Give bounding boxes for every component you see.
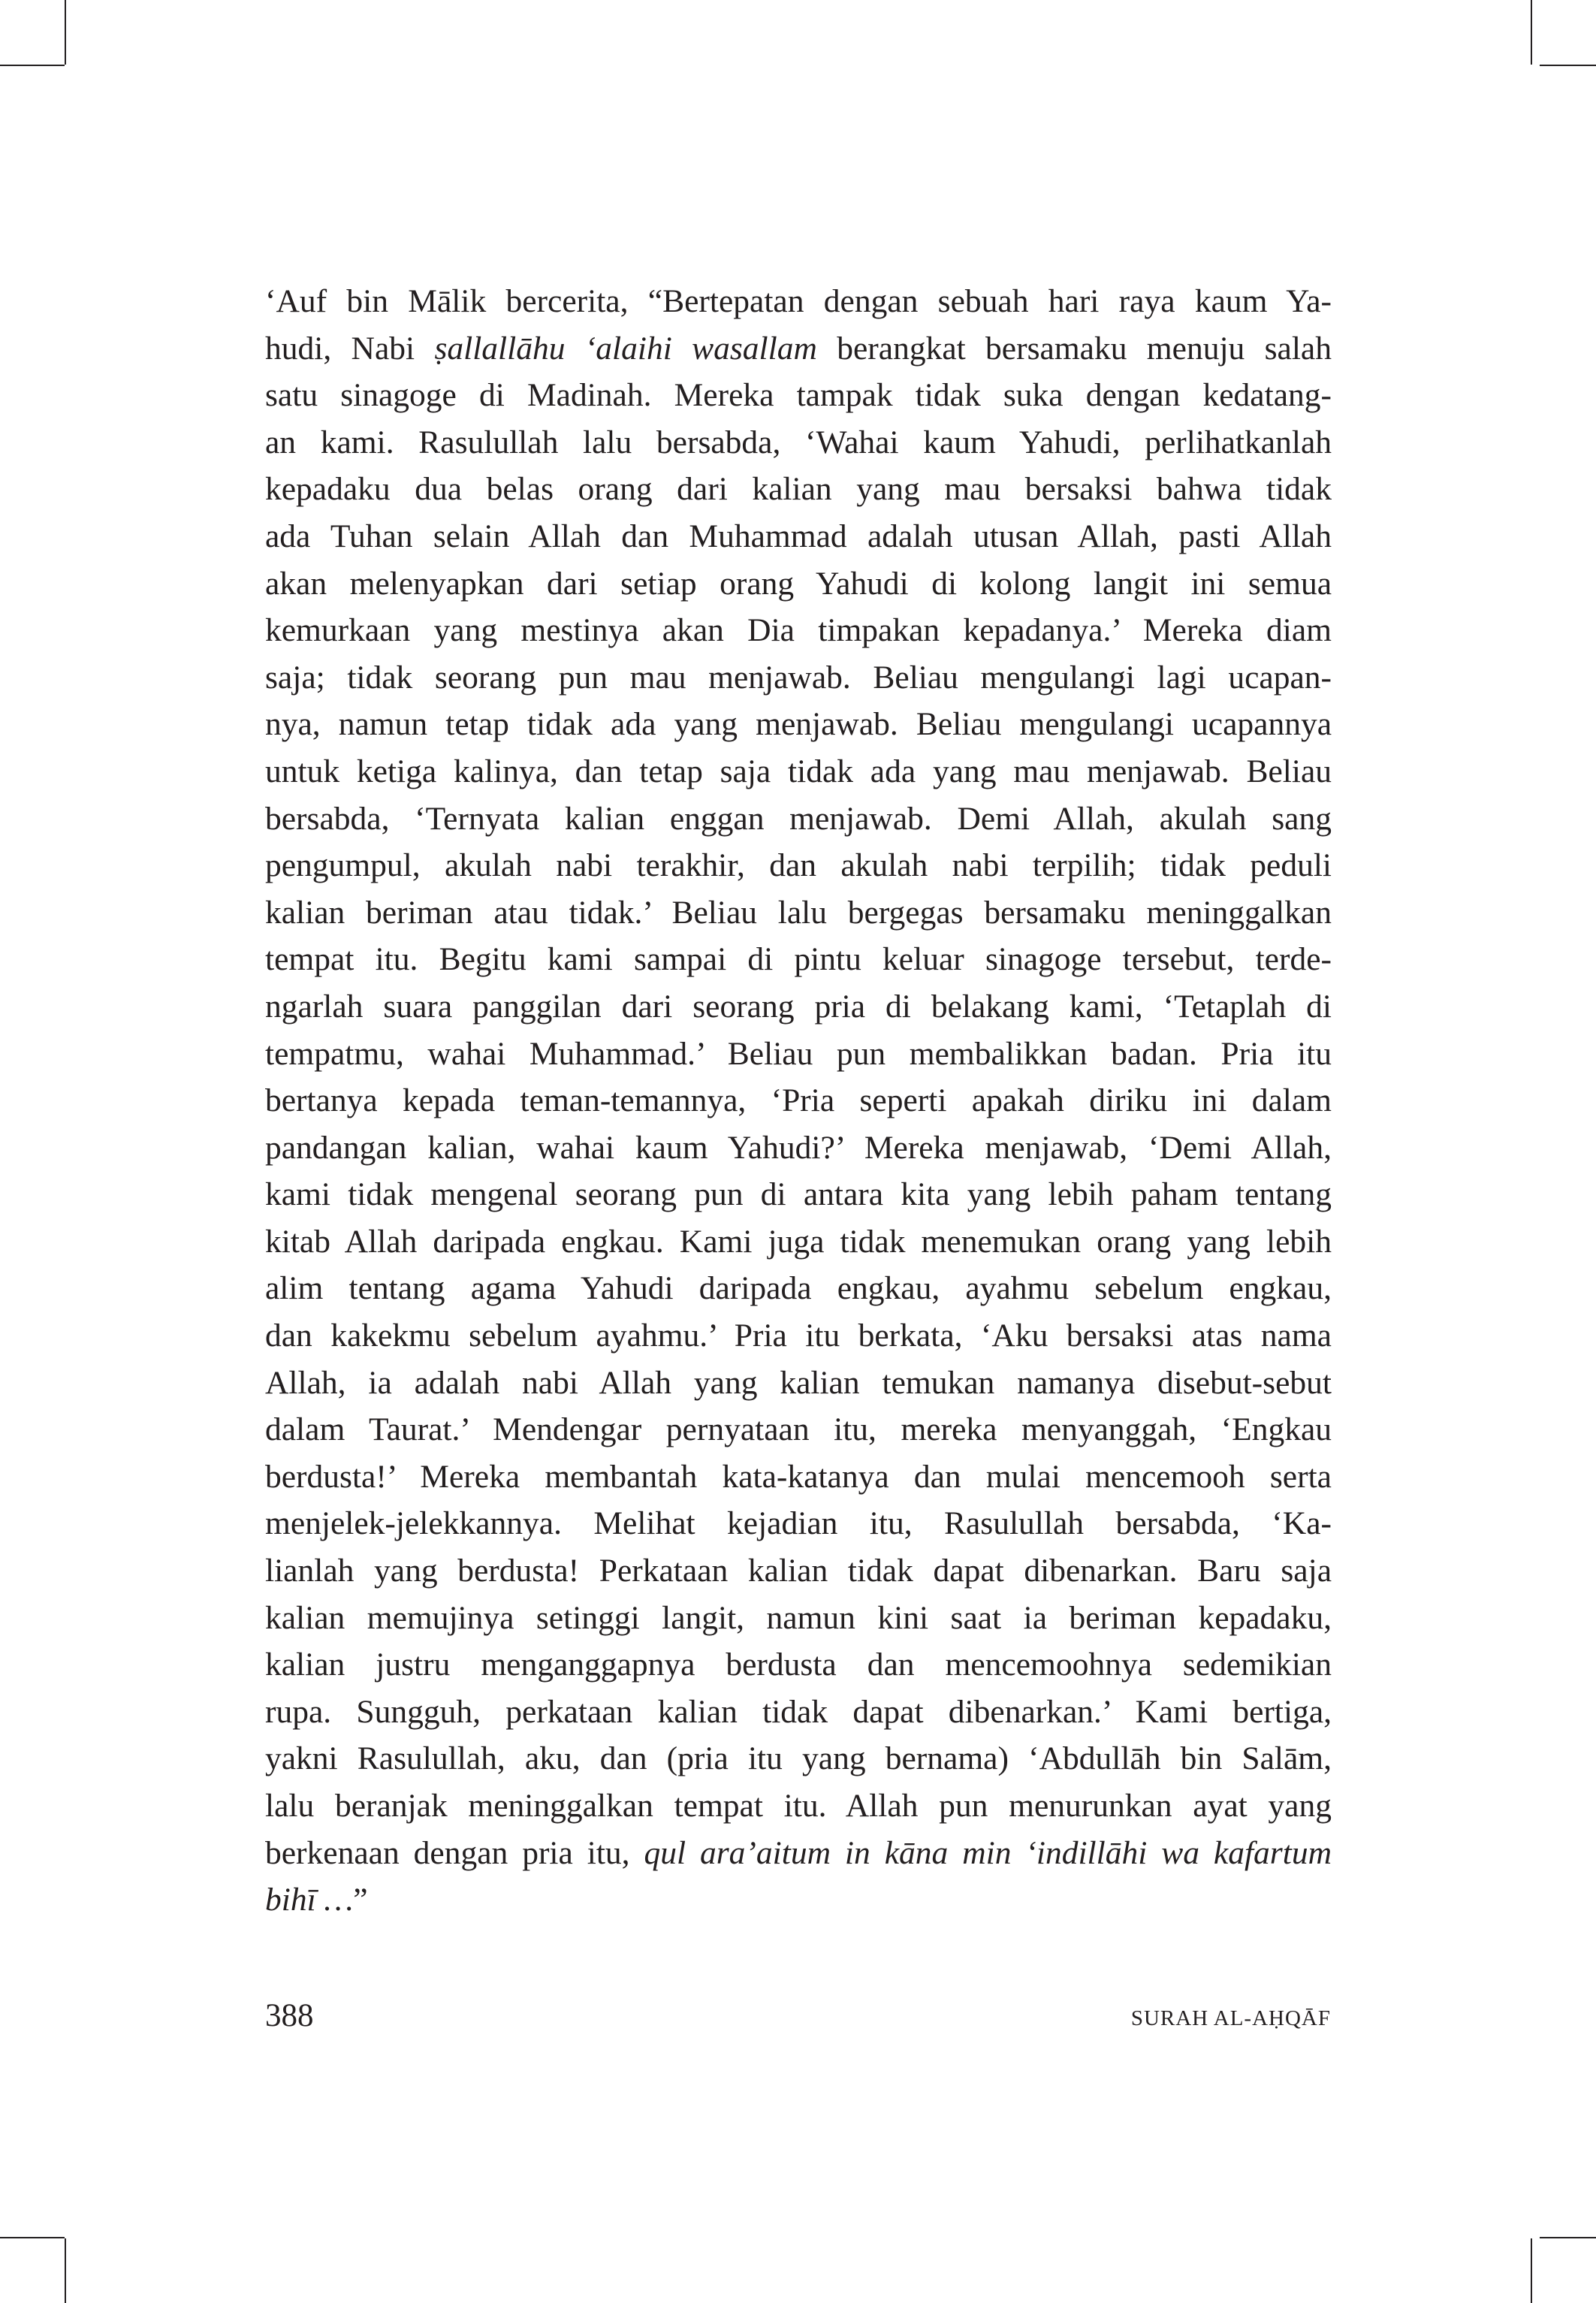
text-line	[265, 1312, 1332, 1360]
text-line	[265, 795, 1332, 843]
text-line	[265, 889, 1332, 937]
text-run: tempatmu, wahai Muhammad.’ Beliau pun membalikkan badan. Pria itu	[265, 1035, 1332, 1072]
text-line	[265, 325, 1332, 373]
text-run: untuk ketiga kalinya, dan tetap saja tidak ada yang mau menjawab. Beliau	[265, 753, 1332, 789]
text-line	[265, 1031, 1332, 1078]
text-line	[265, 1735, 1332, 1782]
text-run: nya, namun tetap tidak ada yang menjawab. Beliau mengulangi ucapannya	[265, 706, 1332, 743]
italic-text: ṣallallāhu ‘alaihi wasallam	[434, 330, 817, 367]
text-run: akan melenyapkan dari setiap orang Yahudi di kolong langit ini semua	[265, 565, 1332, 602]
body-paragraph	[265, 278, 1332, 1924]
text-line	[265, 607, 1332, 654]
text-line	[265, 513, 1332, 560]
text-line	[265, 1218, 1332, 1266]
text-line	[265, 560, 1332, 608]
text-line	[265, 1265, 1332, 1312]
text-line	[265, 1876, 1332, 1924]
text-line	[265, 1547, 1332, 1595]
text-run: yakni Rasulullah, aku, dan (pria itu yang bernama) ‘Abdullāh bin Salām,	[265, 1740, 1332, 1777]
crop-mark-bottom-left-horizontal	[0, 2237, 65, 2238]
crop-mark-top-left-vertical	[65, 0, 66, 65]
crop-mark-bottom-right-horizontal	[1540, 2237, 1596, 2238]
italic-text: qul ara’aitum in kāna min ‘indillāhi wa kafartum	[644, 1834, 1332, 1871]
text-line	[265, 1782, 1332, 1830]
text-run: lalu beranjak meninggalkan tempat itu. Allah pun menurunkan ayat yang	[265, 1788, 1332, 1824]
text-run: kami tidak mengenal seorang pun di antara kita yang lebih paham tentang	[265, 1176, 1332, 1213]
text-run: kemurkaan yang mestinya akan Dia timpakan kepadanya.’ Mereka diam	[265, 612, 1332, 649]
text-run: pengumpul, akulah nabi terakhir, dan akulah nabi terpilih; tidak peduli	[265, 847, 1332, 884]
crop-mark-top-left-horizontal	[0, 65, 65, 66]
text-run: berdusta!’ Mereka membantah kata-katanya dan mulai mencemooh serta	[265, 1458, 1332, 1495]
text-line	[265, 654, 1332, 702]
text-run: Allah, ia adalah nabi Allah yang kalian temukan namanya disebut-sebut	[265, 1364, 1332, 1401]
text-run: ‘Auf bin Mālik bercerita, “Bertepatan dengan sebuah hari raya kaum Ya-	[265, 283, 1332, 319]
text-run: menjelek-jelekkannya. Melihat kejadian itu, Rasulullah bersabda, ‘Ka-	[265, 1505, 1332, 1542]
text-line	[265, 1077, 1332, 1124]
running-title: SURAH AL-AḤQĀF	[1130, 2006, 1331, 2030]
text-run: saja; tidak seorang pun mau menjawab. Beliau mengulangi lagi ucapan-	[265, 659, 1332, 696]
text-run: lianlah yang berdusta! Perkataan kalian tidak dapat dibenarkan. Baru saja	[265, 1553, 1332, 1589]
text-run: bertanya kepada teman-temannya, ‘Pria seperti apakah diriku ini dalam	[265, 1082, 1332, 1119]
text-line	[265, 1453, 1332, 1501]
crop-mark-top-right-horizontal	[1540, 65, 1596, 66]
crop-mark-bottom-left-vertical	[65, 2238, 66, 2303]
crop-mark-bottom-right-vertical	[1531, 2238, 1532, 2303]
text-line	[265, 1171, 1332, 1218]
text-line	[265, 701, 1332, 748]
crop-mark-top-right-vertical	[1531, 0, 1532, 65]
text-run: pandangan kalian, wahai kaum Yahudi?’ Mereka menjawab, ‘Demi Allah,	[265, 1129, 1332, 1166]
text-run: kalian memujinya setinggi langit, namun kini saat ia beriman kepadaku,	[265, 1599, 1332, 1636]
text-run: kalian justru menganggapnya berdusta dan mencemoohnya sedemikian	[265, 1647, 1332, 1683]
text-run: berangkat bersamaku menuju salah	[816, 330, 1332, 367]
text-line	[265, 983, 1332, 1031]
text-run: ”	[353, 1882, 368, 1918]
text-run: kepadaku dua belas orang dari kalian yang mau bersaksi bahwa tidak	[265, 471, 1332, 508]
text-run: kalian beriman atau tidak.’ Beliau lalu bergegas bersamaku meninggalkan	[265, 894, 1332, 931]
text-line	[265, 1406, 1332, 1453]
text-run: tempat itu. Begitu kami sampai di pintu keluar sinagoge tersebut, terde-	[265, 941, 1332, 978]
text-line	[265, 1500, 1332, 1547]
text-line	[265, 748, 1332, 795]
text-run: kitab Allah daripada engkau. Kami juga tidak menemukan orang yang lebih	[265, 1223, 1332, 1260]
text-line	[265, 466, 1332, 513]
page-number: 388	[265, 1998, 314, 2033]
text-line	[265, 1641, 1332, 1689]
text-line	[265, 1830, 1332, 1877]
text-run: dalam Taurat.’ Mendengar pernyataan itu, mereka menyanggah, ‘Engkau	[265, 1411, 1332, 1448]
text-line	[265, 419, 1332, 466]
text-line	[265, 1360, 1332, 1407]
text-line	[265, 1124, 1332, 1172]
text-run: hudi, Nabi	[265, 330, 435, 367]
text-run: satu sinagoge di Madinah. Mereka tampak tidak suka dengan kedatang-	[265, 377, 1332, 414]
text-line	[265, 1595, 1332, 1642]
text-run: an kami. Rasulullah lalu bersabda, ‘Wahai kaum Yahudi, perlihatkanlah	[265, 424, 1332, 460]
text-line	[265, 372, 1332, 419]
text-line	[265, 936, 1332, 983]
text-run: ngarlah suara panggilan dari seorang pria di belakang kami, ‘Tetaplah di	[265, 988, 1332, 1025]
text-run: alim tentang agama Yahudi daripada engkau, ayahmu sebelum engkau,	[265, 1270, 1332, 1307]
text-run: rupa. Sungguh, perkataan kalian tidak dapat dibenarkan.’ Kami bertiga,	[265, 1693, 1332, 1730]
text-run: bersabda, ‘Ternyata kalian enggan menjawab. Demi Allah, akulah sang	[265, 800, 1332, 837]
text-line	[265, 1689, 1332, 1736]
text-run: dan kakekmu sebelum ayahmu.’ Pria itu berkata, ‘Aku bersaksi atas nama	[265, 1318, 1332, 1354]
text-line	[265, 278, 1332, 325]
text-line	[265, 842, 1332, 889]
italic-text: bihī …	[265, 1882, 354, 1918]
text-run: berkenaan dengan pria itu,	[265, 1834, 644, 1871]
text-run: ada Tuhan selain Allah dan Muhammad adalah utusan Allah, pasti Allah	[265, 518, 1332, 554]
